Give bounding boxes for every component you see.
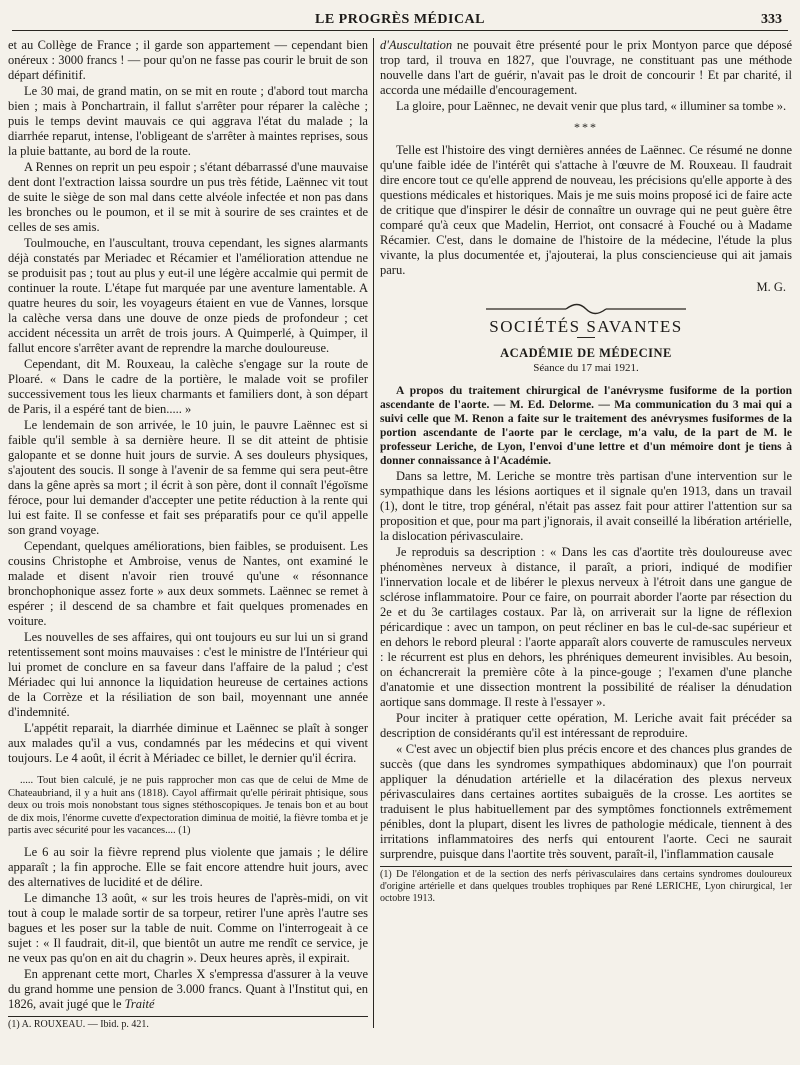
paragraph: Le lendemain de son arrivée, le 10 juin, le pauvre Laënnec est si faible qu'il semble à sa dernière heure. Il se dit atteint de phtisie galopante et se donne huit jours de survie. A ses douleurs physiques, s'ajoutent des soucis. Il songe à l'avenir de sa femme qui sera peut-être dans la gêne après sa mort ; il écrit à son père, dont il connaît l'égoïsme féroce, pour lui demander d'accepter une petite réduction à la rente qui lui est faite. Il se confesse et fait ses préparatifs pour ce qu'il appelle son grand voyage.: [8, 418, 368, 537]
paragraph-text: ne pouvait être présenté pour le prix Montyon parce que déposé trop tard, il trouva en 1827, que l'ouvrage, ne constituant pas une méthode nouvelle dans l'art de guérir, n'avait pas le droit de concourir ! Et par charité, il accorda une médaille d'encouragement.: [380, 38, 792, 97]
paragraph: Cependant, quelques améliorations, bien faibles, se produisent. Les cousins Christophe et Ambroise, venus de Nantes, ont examiné le malade et disent n'avoir rien trouvé qu'une « résonnance bronchophonique assez forte » aux deux sommets. Laënnec se remet à espérer ; il descend de sa chambre et fait quelques promenades en voiture.: [8, 539, 368, 628]
header-rule: [12, 30, 788, 31]
italic-word: d'Auscultation: [380, 38, 453, 52]
paragraph: L'appétit reparait, la diarrhée diminue et Laënnec se plaît à songer aux malades qu'il a vus, condamnés par les médecins et qui vivent toujours. Le 4 août, il écrit à Mériadec ce billet, le dernier qu'il écrira.: [8, 721, 368, 765]
page-number: 333: [761, 12, 782, 27]
ornament-divider: [486, 303, 686, 315]
paragraph: Cependant, dit M. Rouxeau, la calèche s'engage sur la route de Ploaré. « Dans le cadre de la portière, le malade voit se profiler successivement tous les lieux charmants et familiers dont, à son départ de Paris, il a espéré tant de bien..... »: [8, 357, 368, 416]
paragraph: [380, 38, 792, 98]
paragraph: [8, 967, 368, 1012]
subsection-title: ACADÉMIE DE MÉDECINE: [500, 346, 672, 360]
paragraph: « C'est avec un objectif bien plus précis encore et des chances plus grandes de succès (que dans les syndromes sympathiques abdominaux) que l'on pourrait appliquer la dénudation artérielle et la dilacération des plexus nerveux périvasculaires dans certaines aortites subaiguës de la crosse. Les aortites se traduisent le plus habituellement par des symptômes fonctionnels extrêmement pénibles, dont la plupart, disent les livres de pathologie médicale, tiennent à des irritations inflammatoires des nerfs qui entourent l'aorte. Ceci ne saurait surprendre, puisque dans l'aortite très souvent, paraît-il, l'inflammation causale: [380, 742, 792, 861]
column-divider: [373, 38, 374, 1028]
left-column: [8, 38, 368, 1038]
section-title: SOCIÉTÉS SAVANTES: [489, 317, 683, 336]
footnote-rule: [8, 1016, 368, 1017]
paragraph: La gloire, pour Laënnec, ne devait venir que plus tard, « illuminer sa tombe ».: [396, 99, 787, 113]
paragraph: Dans sa lettre, M. Leriche se montre très partisan d'une intervention sur le sympathique dans les lésions aortiques et il signale qu'en 1913, dans un travail (1), dont le titre, trop général, n'était pas assez fait pour attirer l'attention sur sa proposition et que, pour ma part j'ignorais, il avait conseillé la libération artérielle, la dislocation périvasculaire.: [380, 469, 792, 543]
asterism: ***: [574, 120, 598, 134]
italic-word: Traité: [124, 996, 155, 1011]
right-column: [380, 38, 792, 1038]
paragraph: Pour inciter à pratiquer cette opération, M. Leriche avait fait précéder sa description de considérants qu'il est intéressant de reproduire.: [380, 711, 792, 740]
footnote: (1) A. ROUXEAU. — Ibid. p. 421.: [8, 1018, 149, 1030]
paragraph: Le 6 au soir la fièvre reprend plus violente que jamais ; le délire apparaît ; la fin approche. Elle se fait encore attendre huit jours, avec des alternatives de lucidité et de délire.: [8, 844, 368, 889]
quote-text: ..... Tout bien calculé, je ne puis rapprocher mon cas que de celui de Mme de Chateaubriand, il y a huit ans (1818). Cayol affirmait qu'elle périrait phtisique, sous deux ou trois mois nonobstant tous signes stéthoscopiques. Je tenais bon et au bout de dix mois, l'énorme cuvette d'expectoration diminua de moitié, la fièvre tomba et je partis avec sécurité pour les vacances.... (1): [8, 775, 368, 836]
section-rule: [577, 337, 595, 338]
paragraph: Je reproduis sa description : « Dans les cas d'aortite très douloureuse avec phénomènes nerveux à distance, il paraît, a priori, indiqué de modifier l'innervation locale et de libérer le plexus nerveux à l'étroit dans une gangue de sclérose inflammatoire. Pour ce faire, on pourrait aborder l'aorte par résection du 2e et du 3e cartilages costaux. Par là, on arriverait sur la ligne de réflexion péricardique : avec un tampon, on peut récliner en bas le cul-de-sac supérieur et en dehors le rebord pleural : l'aorte apparaît alors couverte de ramuscules nerveux : le récurrent est plus en dehors, les phréniques demeurent invisibles. Au besoin, on échancrerait la première côte à la pince-gouge ; l'examen d'une planche d'anatomie et une dissection montrent la possibilité de réaliser la dénudation aortique sans dommage. Il reste à l'essayer ».: [380, 545, 792, 709]
session-date: Séance du 17 mai 1921.: [533, 362, 639, 374]
paragraph: Le 30 mai, de grand matin, on se mit en route ; d'abord tout marcha bien ; mais à Ponchartrain, il fallut s'arrêter pour réparer la calèche ; puis le temps devint mauvais ce qui aggrava l'état du malade ; la diarrhée reparut, intense, l'obligeant de s'arrêter à maintes reprises, sous la pluie battante, au bord de la route.: [8, 84, 368, 158]
page-header: [0, 12, 800, 36]
paragraph-text: En apprenant cette mort, Charles X s'empressa d'assurer à la veuve du grand homme une pension de 3.000 francs. Quant à l'Institut qui, en 1826, avait jugé que le: [8, 966, 368, 1011]
paragraph: Les nouvelles de ses affaires, qui ont toujours eu sur lui un si grand retentissement sont moins mauvaises : c'est le ministre de l'Intérieur qui lui promet de conclure en sa faveur dans l'affaire de la palud ; c'est Mériadec qui lui annonce la liquidation heureuse de certaines actions de la Corrèze et la résiliation de son bail, moyennant une année d'indemnité.: [8, 630, 368, 719]
topic-paragraph: A propos du traitement chirurgical de l'anévrysme fusiforme de la portion ascendante de l'aorte. — M. Ed. Delorme. — Ma communication du 3 mai qui a suivi celle que M. Renon a faite sur le traitement des anévrysmes fusiformes de la portion ascendante de l'aorte par le cerclage, m'a valu, de la part de M. le professeur Leriche, de Lyon, l'envoi d'une lettre et d'un mémoire dont je tiens à donner connaissance à l'Académie.: [380, 385, 792, 467]
letter-quote: [8, 775, 368, 838]
footnote-rule: [380, 866, 792, 867]
signature: M. G.: [756, 280, 786, 294]
footnote: (1) De l'élongation et de la section des nerfs périvasculaires dans certains syndromes douloureux d'origine artérielle et dans quelques troubles trophiques par René LERICHE, Lyon chirurgical, 1er octobre 1913.: [380, 869, 792, 904]
paragraph: A Rennes on reprit un peu espoir ; s'étant débarrassé d'une mauvaise dent dont l'extraction laissa sourdre un pus très fétide, Laënnec vit tout de suite le siège de son mal dans cette alvéole infectée et non pas dans les bronches ou le poumon, et il se mit à sourire de ses craintes et de celles de ses amis.: [8, 160, 368, 234]
paragraph: Toulmouche, en l'auscultant, trouva cependant, les signes alarmants déjà constatés par Meriadec et Récamier et l'amélioration attendue ne se produisit pas ; tout au plus y eut-il une légère accalmie qui permit de continuer la route. L'étape fut marquée par une aventure lamentable. A quatre heures du soir, les voyageurs étaient en vue de Vannes, lorsque la calèche versa dans une douve de onze pieds de profondeur ; cet accident nécessita un arrêt de trois jours. A Quimperlé, à Quimper, il fallut encore s'arrêter avant de reprendre la marche douloureuse.: [8, 236, 368, 355]
journal-title: LE PROGRÈS MÉDICAL: [314, 12, 486, 27]
paragraph: et au Collège de France ; il garde son appartement — cependant bien onéreux : 3000 francs ! — pour qu'on ne fasse pas courir le bruit de son départ définitif.: [8, 38, 368, 82]
paragraph: Telle est l'histoire des vingt dernières années de Laënnec. Ce résumé ne donne qu'une faible idée de l'intérêt qui s'attache à l'œuvre de M. Rouxeau. Il faudrait dire encore tout ce qu'elle apprend de nouveau, les précisions qu'elle apporte à des questions médicales et historiques. Mais je me suis moins proposé ici de faire acte de critique que d'inspirer le désir de connaître un ouvrage qui ne peut guère être comparé qu'à ceux que Madelin, Herriot, ont consacré à Fouché ou à Madame Récamier. C'est, dans le domaine de l'histoire de la médecine, l'étude la plus vivante, la plus documentée et, j'ajouterai, la plus consciencieuse qui ait jamais paru.: [380, 143, 792, 277]
paragraph: Le dimanche 13 août, « sur les trois heures de l'après-midi, on vit tout à coup le malade sortir de sa torpeur, retirer l'une après l'autre ses bagues et les poser sur la table de nuit. Comme on l'interrogeait à ce sujet : « Il faudrait, dit-il, que bientôt un autre me rendît ce service, je ne veux pas qu'on en ait du chagrin ». Deux heures après, il expirait.: [8, 890, 368, 965]
